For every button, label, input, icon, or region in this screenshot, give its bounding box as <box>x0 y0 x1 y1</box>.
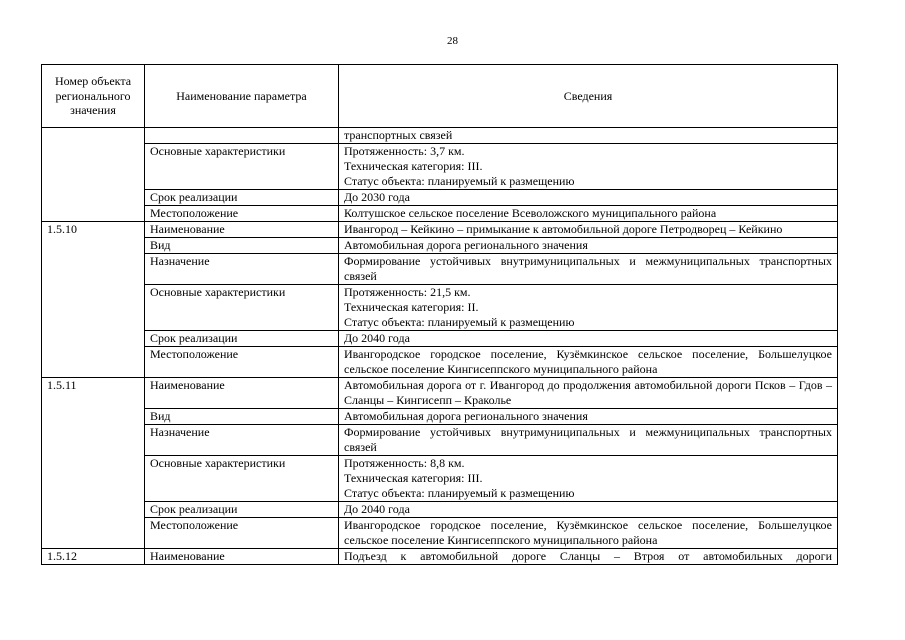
details-line: Ивангородское городское поселение, Кузёмкинское сельское поселение, Большелуцкое сельское поселение Кингисеппского муниципального района <box>344 518 832 547</box>
details-cell <box>339 285 838 331</box>
details-line: Протяженность: 8,8 км. <box>344 456 465 470</box>
object-number-cell: 1.5.10 <box>42 222 145 378</box>
details-cell <box>339 254 838 285</box>
details-cell <box>339 549 838 565</box>
details-line: Автомобильная дорога регионального значения <box>344 409 588 423</box>
details-cell <box>339 425 838 456</box>
parameter-cell: Местоположение <box>145 347 339 378</box>
details-line: Автомобильная дорога регионального значения <box>344 238 588 252</box>
table-row <box>42 502 838 518</box>
details-line: До 2040 года <box>344 502 410 516</box>
table-row <box>42 549 838 565</box>
parameter-cell: Назначение <box>145 425 339 456</box>
parameter-cell: Местоположение <box>145 206 339 222</box>
details-cell <box>339 222 838 238</box>
table-header-row <box>42 65 838 128</box>
parameter-cell: Наименование <box>145 222 339 238</box>
table-row <box>42 206 838 222</box>
table-row <box>42 518 838 549</box>
parameter-cell: Основные характеристики <box>145 456 339 502</box>
details-line: Статус объекта: планируемый к размещению <box>344 174 575 188</box>
parameter-cell: Срок реализации <box>145 190 339 206</box>
details-line: Техническая категория: II. <box>344 300 479 314</box>
details-line: Протяженность: 21,5 км. <box>344 285 471 299</box>
table-row <box>42 347 838 378</box>
parameter-cell: Назначение <box>145 254 339 285</box>
parameter-cell: Срок реализации <box>145 502 339 518</box>
header-details: Сведения <box>339 65 838 128</box>
details-line: Колтушское сельское поселение Всеволожского муниципального района <box>344 206 717 220</box>
details-cell <box>339 409 838 425</box>
parameter-cell <box>145 128 339 144</box>
object-number-cell <box>42 128 145 222</box>
parameter-cell: Основные характеристики <box>145 144 339 190</box>
object-number-cell: 1.5.11 <box>42 378 145 549</box>
parameters-table <box>41 64 838 565</box>
table-row <box>42 425 838 456</box>
details-cell <box>339 331 838 347</box>
table-row <box>42 238 838 254</box>
table-row <box>42 222 838 238</box>
details-line: Протяженность: 3,7 км. <box>344 144 465 158</box>
table-row <box>42 331 838 347</box>
details-line: Техническая категория: III. <box>344 159 483 173</box>
details-line: Статус объекта: планируемый к размещению <box>344 486 575 500</box>
header-parameter-name: Наименование параметра <box>145 65 339 128</box>
details-cell <box>339 502 838 518</box>
object-number-cell: 1.5.12 <box>42 549 145 565</box>
table-row <box>42 378 838 409</box>
parameter-cell: Основные характеристики <box>145 285 339 331</box>
details-line: транспортных связей <box>344 128 453 142</box>
details-line: До 2030 года <box>344 190 410 204</box>
table-row <box>42 254 838 285</box>
page-number: 28 <box>447 35 458 47</box>
table-row <box>42 409 838 425</box>
details-line: Формирование устойчивых внутримуниципальных и межмуниципальных транспортных связей <box>344 425 832 454</box>
details-cell <box>339 144 838 190</box>
details-line: Ивангород – Кейкино – примыкание к автомобильной дороге Петродворец – Кейкино <box>344 222 783 236</box>
details-cell <box>339 128 838 144</box>
table-row <box>42 190 838 206</box>
table-row <box>42 144 838 190</box>
details-cell <box>339 518 838 549</box>
header-object-number: Номер объекта регионального значения <box>42 65 145 128</box>
details-cell <box>339 238 838 254</box>
details-line: Техническая категория: III. <box>344 471 483 485</box>
table-row <box>42 128 838 144</box>
details-line: Формирование устойчивых внутримуниципальных и межмуниципальных транспортных связей <box>344 254 832 283</box>
details-cell <box>339 456 838 502</box>
parameter-cell: Местоположение <box>145 518 339 549</box>
parameter-cell: Вид <box>145 409 339 425</box>
parameter-cell: Наименование <box>145 549 339 565</box>
details-cell <box>339 347 838 378</box>
parameter-cell: Вид <box>145 238 339 254</box>
parameter-cell: Срок реализации <box>145 331 339 347</box>
details-cell <box>339 190 838 206</box>
details-cell <box>339 378 838 409</box>
details-line: Ивангородское городское поселение, Кузёмкинское сельское поселение, Большелуцкое сельское поселение Кингисеппского муниципального района <box>344 347 832 376</box>
details-cell <box>339 206 838 222</box>
parameter-cell: Наименование <box>145 378 339 409</box>
details-line: Автомобильная дорога от г. Ивангород до продолжения автомобильной дороги Псков – Гдов – Сланцы – Кингисепп – Краколье <box>344 378 832 407</box>
details-line: До 2040 года <box>344 331 410 345</box>
details-line: Подъезд к автомобильной дороге Сланцы – Втроя от автомобильных дороги <box>344 549 832 563</box>
table-row <box>42 285 838 331</box>
table-row <box>42 456 838 502</box>
details-line: Статус объекта: планируемый к размещению <box>344 315 575 329</box>
